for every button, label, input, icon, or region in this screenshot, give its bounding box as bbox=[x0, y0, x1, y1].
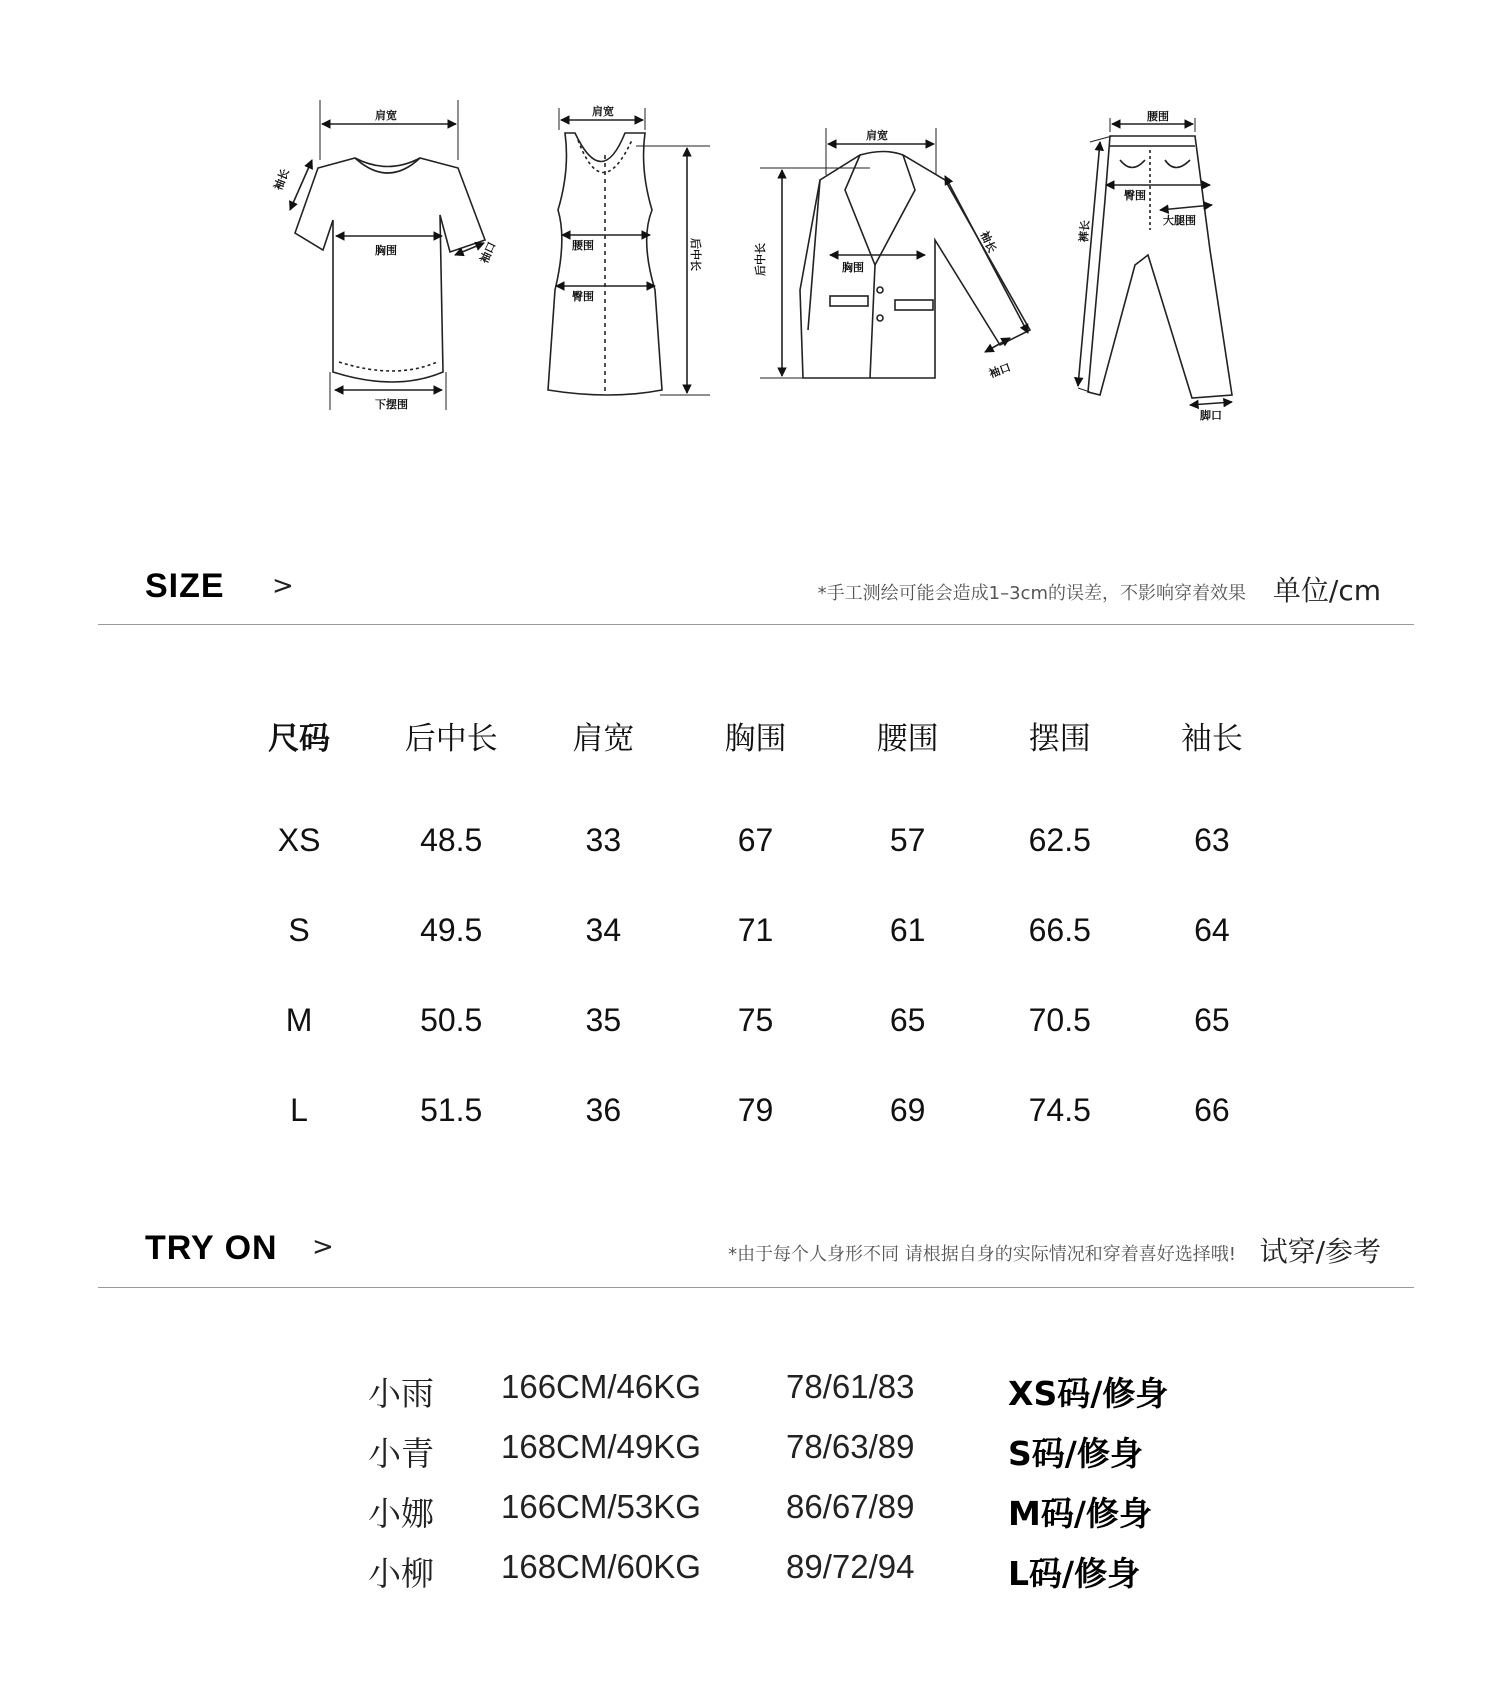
tryon-list bbox=[368, 1368, 1268, 1608]
size-cell: 63 bbox=[1194, 821, 1230, 858]
tryon-note: *由于每个人身形不同 请根据自身的实际情况和穿着喜好选择哦! bbox=[728, 1244, 1236, 1265]
tryon-divider bbox=[98, 1287, 1414, 1288]
pants-diagram bbox=[1078, 118, 1232, 405]
size-cell: 79 bbox=[737, 1091, 774, 1128]
model-size-fit: M码/修身 bbox=[1008, 1494, 1152, 1533]
model-measurements: 89/72/94 bbox=[786, 1548, 915, 1585]
pants-waist-label: 腰围 bbox=[1147, 110, 1169, 123]
size-cell: 70.5 bbox=[1028, 1001, 1091, 1038]
diagram-canvas bbox=[0, 0, 1500, 460]
size-cell: 74.5 bbox=[1028, 1091, 1091, 1128]
tryon-section-arrow: > bbox=[312, 1232, 334, 1262]
blazer-sleeve-label: 袖长 bbox=[977, 229, 999, 255]
dress-length-label: 后中长 bbox=[689, 238, 702, 271]
size-cell: 35 bbox=[585, 1001, 622, 1038]
size-divider bbox=[98, 624, 1414, 625]
size-table bbox=[223, 705, 1288, 1155]
size-cell: 66 bbox=[1194, 1091, 1230, 1128]
model-name: 小娜 bbox=[368, 1494, 434, 1533]
model-height-weight: 168CM/49KG bbox=[501, 1428, 701, 1465]
size-cell: S bbox=[288, 911, 310, 948]
size-cell: L bbox=[290, 1091, 308, 1128]
model-name: 小青 bbox=[368, 1434, 434, 1473]
size-cell: 62.5 bbox=[1028, 821, 1091, 858]
size-measurement-note: *手工测绘可能会造成1–3cm的误差，不影响穿着效果 bbox=[817, 583, 1246, 604]
model-name: 小柳 bbox=[368, 1554, 434, 1593]
size-cell: 33 bbox=[585, 821, 622, 858]
size-section-title: SIZE bbox=[145, 567, 225, 605]
size-cell: 69 bbox=[889, 1091, 926, 1128]
tryon-section-header bbox=[0, 1216, 1500, 1286]
size-table-header: 胸围 bbox=[724, 720, 787, 757]
tryon-row bbox=[368, 1548, 1268, 1608]
model-size-fit: XS码/修身 bbox=[1008, 1374, 1169, 1413]
size-table-header-row bbox=[223, 705, 1288, 795]
size-table-row bbox=[223, 975, 1288, 1065]
size-cell: 64 bbox=[1194, 911, 1230, 948]
size-table-row bbox=[223, 795, 1288, 885]
model-measurements: 86/67/89 bbox=[786, 1488, 915, 1525]
model-height-weight: 166CM/53KG bbox=[501, 1488, 701, 1525]
pants-leg-opening-label: 脚口 bbox=[1200, 409, 1222, 422]
size-cell: M bbox=[285, 1001, 313, 1038]
size-cell: 51.5 bbox=[420, 1091, 483, 1128]
size-section-header bbox=[0, 555, 1500, 625]
size-cell: 67 bbox=[737, 821, 774, 858]
model-name: 小雨 bbox=[368, 1374, 434, 1413]
pants-hip-label: 臀围 bbox=[1124, 189, 1146, 202]
size-cell: 65 bbox=[1194, 1001, 1230, 1038]
blazer-cuff-label: 袖口 bbox=[987, 360, 1013, 381]
size-cell: 71 bbox=[737, 911, 774, 948]
blazer-length-label: 后中长 bbox=[754, 243, 767, 276]
size-cell: 75 bbox=[737, 1001, 774, 1038]
tryon-section-title: TRY ON bbox=[145, 1229, 278, 1267]
size-table-header: 摆围 bbox=[1028, 720, 1091, 757]
tee-chest-label: 胸围 bbox=[375, 244, 397, 257]
model-measurements: 78/61/83 bbox=[786, 1368, 915, 1405]
blazer-chest-label: 胸围 bbox=[842, 261, 864, 274]
size-table-header: 肩宽 bbox=[572, 720, 635, 757]
dress-hip-label: 臀围 bbox=[572, 290, 594, 303]
size-table-header: 尺码 bbox=[268, 720, 331, 757]
size-table-header: 袖长 bbox=[1180, 720, 1243, 757]
size-cell: XS bbox=[277, 821, 321, 858]
tee-hem-label: 下摆围 bbox=[375, 398, 408, 411]
size-cell: 61 bbox=[889, 911, 926, 948]
size-unit-label: 单位/cm bbox=[1272, 574, 1381, 607]
size-section-arrow: > bbox=[272, 571, 294, 601]
dress-waist-label: 腰围 bbox=[572, 239, 594, 252]
tee-cuff-label: 袖口 bbox=[477, 239, 499, 266]
size-cell: 49.5 bbox=[420, 911, 483, 948]
size-cell: 57 bbox=[889, 821, 926, 858]
size-cell: 50.5 bbox=[420, 1001, 483, 1038]
model-size-fit: L码/修身 bbox=[1008, 1554, 1141, 1593]
size-table-header: 腰围 bbox=[876, 720, 939, 757]
size-cell: 36 bbox=[585, 1091, 622, 1128]
model-height-weight: 166CM/46KG bbox=[501, 1368, 701, 1405]
measurement-diagrams bbox=[0, 0, 1500, 460]
size-table-row bbox=[223, 885, 1288, 975]
tee-shoulder-label: 肩宽 bbox=[375, 109, 397, 122]
size-cell: 66.5 bbox=[1028, 911, 1091, 948]
size-table-row bbox=[223, 1065, 1288, 1155]
tee-sleeve-label: 袖长 bbox=[271, 167, 292, 193]
size-cell: 48.5 bbox=[420, 821, 483, 858]
tryon-row bbox=[368, 1368, 1268, 1428]
size-table-header: 后中长 bbox=[404, 720, 498, 757]
tryon-row bbox=[368, 1488, 1268, 1548]
model-height-weight: 168CM/60KG bbox=[501, 1548, 701, 1585]
size-cell: 34 bbox=[585, 911, 622, 948]
model-measurements: 78/63/89 bbox=[786, 1428, 915, 1465]
blazer-shoulder-label: 肩宽 bbox=[866, 129, 888, 142]
tryon-unit-label: 试穿/参考 bbox=[1259, 1235, 1381, 1268]
size-cell: 65 bbox=[889, 1001, 926, 1038]
pants-thigh-label: 大腿围 bbox=[1163, 214, 1196, 227]
model-size-fit: S码/修身 bbox=[1008, 1434, 1143, 1473]
dress-shoulder-label: 肩宽 bbox=[592, 105, 614, 118]
pants-length-label: 裤长 bbox=[1077, 219, 1093, 243]
tryon-row bbox=[368, 1428, 1268, 1488]
